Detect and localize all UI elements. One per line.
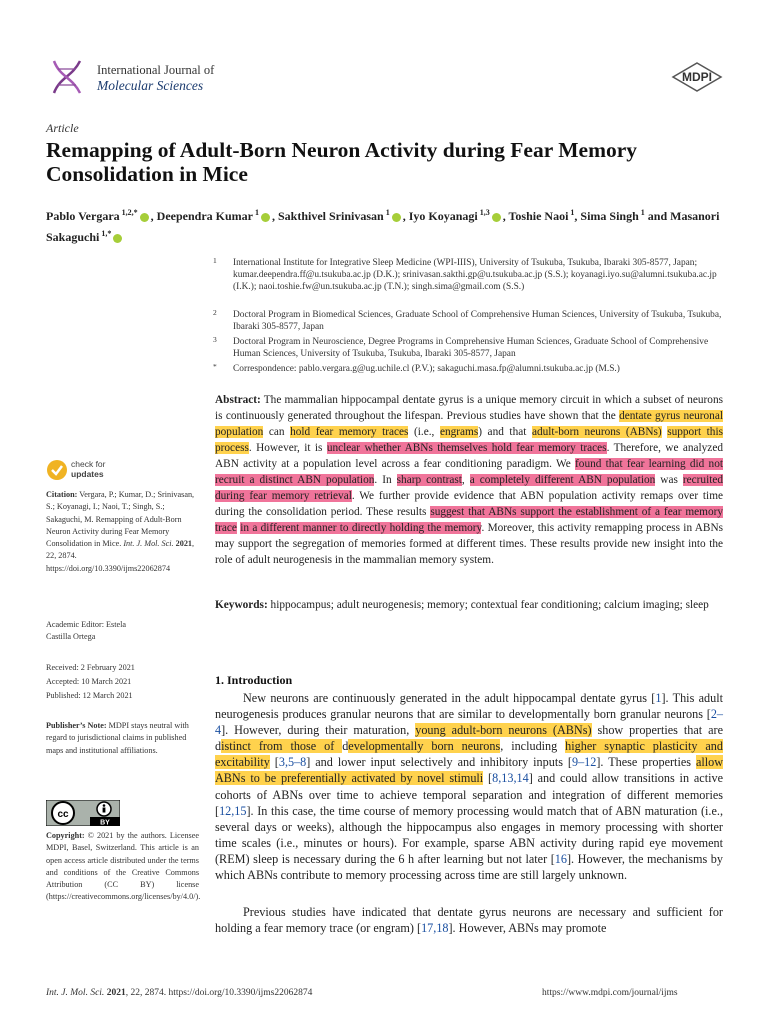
highlight-yellow: allow ABNs to be preferentially activated by novel stimuli [215,755,724,786]
author-separator: , [150,209,157,223]
highlight-yellow: hold fear memory traces [290,426,409,438]
highlight-yellow: dentate gyrus neuronal population [215,410,723,438]
intro-paragraph-1 [215,690,723,883]
keywords [215,597,723,613]
article-type: Article [46,121,79,135]
highlight-pink: unclear whether ABNs themselves hold fear memory traces [326,442,607,454]
author-name: Pablo Vergara [46,209,120,223]
text-run: can [263,426,291,438]
reference-link[interactable]: 8,13,14 [492,771,529,786]
footer-citation [46,988,312,998]
author-list [46,204,726,246]
orcid-icon[interactable] [492,213,501,222]
highlight-yellow: engrams [439,426,479,438]
footer-citation-rest: , 22, 2874. https://doi.org/10.3390/ijms22062874 [125,988,313,998]
abstract-label: Abstract: [215,394,261,406]
cc-by-text: BY [100,819,110,826]
text-run: ]. However, the mechanisms by which ABNs contribute to memory processing across time are still largely unknown. [215,851,723,883]
highlight-yellow: young adult-born neurons (ABNs) [415,723,592,738]
author-affiliation-sup: 1,2,* [119,208,138,217]
keywords-text: hippocampus; adult neurogenesis; memory; contextual fear conditioning; calcium imaging; sleep [267,599,709,611]
affiliation-number: 3 [213,335,217,344]
text-run: , [461,474,470,486]
text-run: Previous studies have indicated that dentate gyrus neurons are necessary and sufficient for holding a fear memory trace (or engram) [ [215,905,723,936]
text-run: . We further provide evidence that ABN population activity remaps over time during the consolidation period. These results [215,490,723,518]
text-run: ) and that [478,426,532,438]
orcid-icon[interactable] [261,213,270,222]
academic-editor: Academic Editor: Estela Castilla Ortega [46,620,127,642]
journal-logo-icon [46,57,88,97]
author-affiliation-sup: 1 [383,208,390,217]
affiliation-2 [213,309,723,333]
cc-text: cc [57,809,69,820]
highlight-yellow: istinct from those of [221,739,343,754]
author-name: Masanori Sakaguchi [46,209,720,244]
intro-paragraph-2 [215,904,723,936]
reference-link[interactable]: 17,18 [421,921,449,936]
text-run: . Moreover, this activity remapping process in ABNs may support the segregation of memories formed at different times. These results provide new insight into the role of adult neurogenesis in the mammalian memory system. [215,522,724,566]
check-updates-line2: updates [71,469,104,479]
footer-journal-url[interactable]: https://www.mdpi.com/journal/ijms [542,988,678,998]
author-name: Deependra Kumar [156,209,253,223]
highlight-pink: suggest that ABNs support the establishment of a fear memory trace [215,506,723,534]
highlight-pink: sharp contrast [396,474,462,486]
affiliation-text: Doctoral Program in Biomedical Sciences, Graduate School of Comprehensive Human Sciences, University of Tsukuba, Tsukuba, Ibaraki 305-8577, Japan [233,310,722,332]
article-title: Remapping of Adult-Born Neuron Activity during Fear Memory Consolidation in Mice [46,138,638,186]
author-name: Sima Singh [580,209,639,223]
text-run: ]. However, during their maturation, [221,723,416,738]
affiliation-1 [213,257,723,293]
text-run: The mammalian hippocampal dentate gyrus is a unique memory circuit in which a subset of neurons is continuously generated throughout the lifespan. Previous studies have shown that the [215,394,723,422]
citation [46,489,198,575]
author-name: Iyo Koyanagi [408,209,478,223]
mdpi-logo-text: MDPI [682,70,712,84]
text-run: ] and lower input selectively and inhibitory inputs [ [306,755,572,770]
citation-volume: , 22, 2874. [46,539,195,561]
reference-link[interactable]: 2–4 [215,707,723,738]
author-affiliation-sup: 1,3 [477,208,490,217]
text-run: ]. These properties [596,755,696,770]
abstract [215,392,723,568]
author-affiliation-sup: 1,* [99,229,112,238]
citation-label: Citation: [46,490,78,499]
text-run: ]. However, ABNs may promote [448,921,607,936]
text-run: (i.e., [408,426,440,438]
text-run: . In [374,474,397,486]
reference-link[interactable]: 9–12 [571,755,597,770]
copyright-label: Copyright: [46,831,85,840]
highlight-yellow: adult-born neurons (ABNs) [531,426,662,438]
copyright [46,830,199,904]
author-name: Sakthivel Srinivasan [278,209,384,223]
check-updates-icon [46,459,68,481]
published-date: Published: 12 March 2021 [46,691,133,700]
citation-year: 2021 [173,539,192,549]
affiliation-number: 2 [213,308,217,317]
affiliation-number: 1 [213,256,217,265]
footer-journal: Int. J. Mol. Sci. [46,988,105,998]
author-separator: , [402,209,409,223]
affiliation-text: Correspondence: pablo.vergara.g@ug.uchile.cl (P.V.); sakaguchi.masa.fp@alumni.tsukuba.ac.jp (M.S.) [233,364,620,374]
cc-by-license-badge[interactable] [46,800,120,826]
author-separator: , [574,209,581,223]
text-run: New neurons are continuously generated in the adult hippocampal dentate gyrus [ [243,691,656,705]
received-date: Received: 2 February 2021 [46,663,135,672]
highlight-pink: in a different manner to directly holding the memory [240,522,482,534]
accepted-date: Accepted: 10 March 2021 [46,677,132,686]
reference-link[interactable]: 12,15 [219,803,247,818]
text-run: , including [500,739,566,754]
cc-by-icon [46,800,120,826]
highlight-yellow: higher synaptic plasticity and excitability [215,739,723,770]
orcid-icon[interactable] [113,234,122,243]
text-run: [ [483,771,493,786]
text-run: . However, it is [248,442,327,454]
publisher-note [46,720,198,757]
author-separator: , [272,209,278,223]
orcid-icon[interactable] [140,213,149,222]
text-run: . Therefore, we analyzed ABN activity at a population level across a fear conditioning paradigm. We [215,442,723,470]
reference-link[interactable]: 16 [554,851,567,866]
journal-name-line2: Molecular Sciences [97,78,204,93]
text-run: was [655,474,683,486]
publisher-note-text: MDPI stays neutral with regard to jurisdictional claims in published maps and institutional affiliations. [46,721,189,755]
affiliation-text: Doctoral Program in Neuroscience, Degree Programs in Comprehensive Human Sciences, Graduate School of Comprehensive Human Sciences, University of Tsukuba, Tsukuba, Ibaraki 305-8577, Japan [233,337,709,359]
abstract-body [215,394,723,566]
footer-year: 2021 [104,988,126,998]
highlight-yellow: support this process [215,426,723,454]
text-run: show properties that are d [215,723,723,754]
section-heading-introduction: 1. Introduction [215,673,293,687]
author-separator: and [644,209,671,223]
keywords-label: Keywords: [215,599,268,611]
reference-link[interactable]: 3,5–8 [278,755,307,770]
highlight-pink: found that fear learning did not recruit a distinct ABN population [215,458,723,486]
author-affiliation-sup: 1 [568,208,575,217]
highlight-pink: a completely different ABN population [469,474,656,486]
citation-doi-link[interactable]: https://doi.org/10.3390/ijms22062874 [46,563,171,573]
author-separator: , [502,209,509,223]
reference-link[interactable]: 1 [655,691,662,705]
author-name: Toshie Naoi [508,209,569,223]
text-run: d [342,739,349,754]
affiliation-text: International Institute for Integrative Sleep Medicine (WPI-IIIS), University of Tsukuba, Tsukuba, Ibaraki 305-8577, Japan; kumar.deependra.ff@u.tsukuba.ac.jp (D.K.); srinivasan.sakthi.gp@u.tsukuba.ac.jp (S.S.); koyanagi.iyo.su@alumni.tsukuba.ac.jp (I.K.); naoi.toshie.fw@un.tsukuba.ac.jp (T.N.); singh.sima@gmail.com (S.S.) [233,258,717,292]
highlight-yellow: evelopmentally born neurons [348,739,501,754]
author-affiliation-sup: 1 [253,208,259,217]
affiliation-3 [213,336,723,360]
citation-journal: Int. J. Mol. Sci. [123,539,174,549]
author-affiliation-sup: 1 [638,208,645,217]
orcid-icon[interactable] [392,213,401,222]
publisher-note-label: Publisher’s Note: [46,721,107,730]
text-run: ]. In this case, the time course of memory processing would match that of ABN maturation (i.e., several days or weeks), although the hippocampus also engages in memory processing with shorter time scales (i.e., minutes or hours). For example, sparse ABN activity during rapid eye movement (REM) sleep is necessary during the 6 h after learning but not later [ [215,803,723,866]
affiliation-number: * [213,362,217,371]
text-run: ] and could allow transitions in active cohorts of ABNs over time to achieve temporal separation and integration of different memories [ [215,771,723,818]
check-for-updates-button[interactable] [46,458,146,482]
copyright-text: © 2021 by the authors. Licensee MDPI, Basel, Switzerland. This article is an open access article distributed under the terms and conditions of the Creative Commons Attribution (CC BY) license (https://creativecommons.org/licenses/by/4.0/). [46,831,201,902]
mdpi-logo [670,62,724,92]
citation-text: Vergara, P.; Kumar, D.; Srinivasan, S.; Koyanagi, I.; Naoi, T.; Singh, S.; Sakaguchi, M. Remapping of Adult-Born Neuron Activity during Fear Memory Consolidation in Mice. [46,490,195,549]
journal-name-line1: International Journal of [97,63,215,77]
text-run: [ [269,755,279,770]
highlight-pink: recruited during fear memory retrieval [215,474,724,502]
check-updates-line1: check for [71,459,106,469]
text-run: ]. This adult neurogenesis produces granular neurons that are similar to developmentally born granular neurons [ [215,691,723,722]
correspondence [213,363,723,375]
